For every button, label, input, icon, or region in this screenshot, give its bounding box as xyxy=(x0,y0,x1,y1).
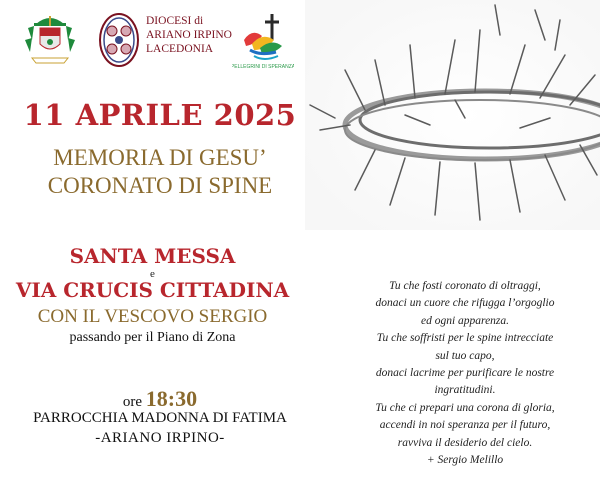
jubilee-caption: PELLEGRINI DI SPERANZA xyxy=(232,64,294,70)
conjunction-text: e xyxy=(150,268,155,280)
diocese-line-3: LACEDONIA xyxy=(146,43,214,55)
diocese-line-2: ARIANO IRPINO xyxy=(146,29,232,41)
time-value: 18:30 xyxy=(145,386,198,411)
diocese-emblem-logo xyxy=(98,12,140,68)
parish-name: PARROCCHIA MADONNA DI FATIMA xyxy=(33,410,287,426)
santa-messa-heading: SANTA MESSA xyxy=(69,244,236,268)
bishop-coat-of-arms-logo xyxy=(22,10,78,70)
jubilee-2025-logo xyxy=(232,10,294,72)
memoria-title xyxy=(0,144,320,200)
prayer-line: donaci lacrime per purificare le nostre xyxy=(375,367,555,380)
event-date: 11 APRILE 2025 xyxy=(23,98,297,132)
crown-of-thorns-image xyxy=(305,0,600,230)
memoria-line-2: CORONATO DI SPINE xyxy=(47,173,273,198)
route-note: passando per il Piano di Zona xyxy=(69,330,236,345)
prayer-line: Tu che fosti coronato di oltraggi, xyxy=(389,280,541,292)
prayer-line: ingratitudini. xyxy=(434,384,496,397)
time-label: ore xyxy=(122,394,143,410)
prayer-line: ravviva il desiderio del cielo. xyxy=(397,436,533,449)
vescovo-subtitle: CON IL VESCOVO SERGIO xyxy=(37,306,268,327)
prayer-line: accendi in noi speranza per il futuro, xyxy=(379,419,551,432)
via-crucis-heading: VIA CRUCIS CITTADINA xyxy=(15,278,290,302)
event-time xyxy=(0,386,320,412)
prayer-text xyxy=(340,278,590,469)
city-name: -ARIANO IRPINO- xyxy=(95,430,225,446)
prayer-line: Tu che ci prepari una corona di gloria, xyxy=(375,401,555,414)
prayer-line: ed ogni apparenza. xyxy=(420,314,510,327)
prayer-line: sul tuo capo, xyxy=(435,349,495,362)
prayer-signature: + Sergio Melillo xyxy=(426,454,504,467)
prayer-line: Tu che soffristi per le spine intrecciate xyxy=(376,332,554,345)
memoria-line-1: MEMORIA DI GESU’ xyxy=(53,145,267,170)
prayer-line: donaci un cuore che rifugga l’orgoglio xyxy=(375,297,555,310)
diocese-line-1: DIOCESI di xyxy=(146,15,204,27)
